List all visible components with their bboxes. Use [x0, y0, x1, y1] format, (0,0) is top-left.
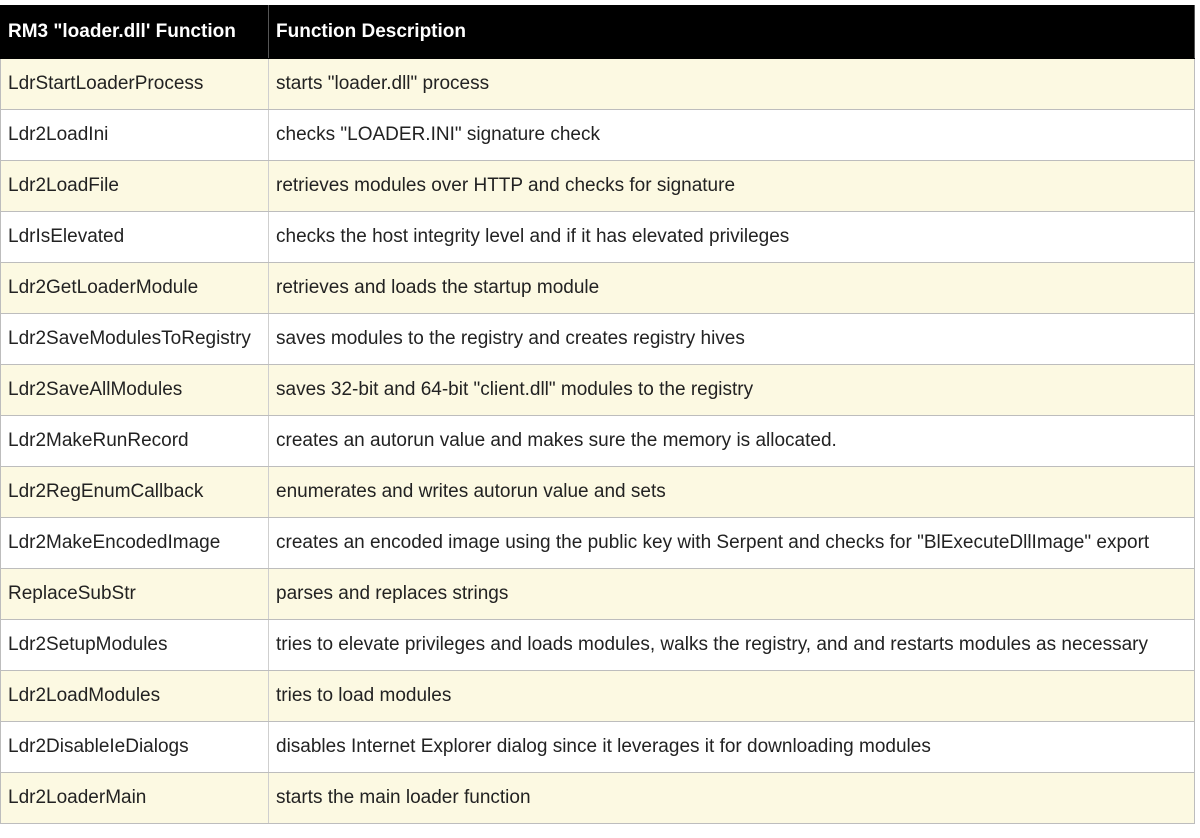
function-name-cell: Ldr2LoadIni — [1, 110, 269, 161]
table-row — [1, 212, 1195, 263]
function-name-cell: Ldr2SaveModulesToRegistry — [1, 314, 269, 365]
function-name-cell: Ldr2SaveAllModules — [1, 365, 269, 416]
function-name-cell: LdrStartLoaderProcess — [1, 59, 269, 110]
function-name-cell: Ldr2DisableIeDialogs — [1, 722, 269, 773]
function-description-cell: disables Internet Explorer dialog since it leverages it for downloading modules — [269, 722, 1195, 773]
table-row — [1, 161, 1195, 212]
function-description-cell: checks "LOADER.INI" signature check — [269, 110, 1195, 161]
function-description-cell: enumerates and writes autorun value and sets — [269, 467, 1195, 518]
function-name-cell: Ldr2MakeEncodedImage — [1, 518, 269, 569]
function-description-cell: saves modules to the registry and creates registry hives — [269, 314, 1195, 365]
function-description-cell: tries to elevate privileges and loads modules, walks the registry, and and restarts modules as necessary — [269, 620, 1195, 671]
function-name-cell: Ldr2LoadFile — [1, 161, 269, 212]
function-name-cell: Ldr2LoaderMain — [1, 773, 269, 824]
header-row — [1, 6, 1195, 59]
function-name-cell: Ldr2GetLoaderModule — [1, 263, 269, 314]
table-row — [1, 773, 1195, 824]
function-name-cell: Ldr2RegEnumCallback — [1, 467, 269, 518]
table-row — [1, 365, 1195, 416]
function-description-cell: creates an encoded image using the public key with Serpent and checks for "BlExecuteDllImage" export — [269, 518, 1195, 569]
function-description-cell: starts the main loader function — [269, 773, 1195, 824]
function-description-cell: checks the host integrity level and if it has elevated privileges — [269, 212, 1195, 263]
table-row — [1, 110, 1195, 161]
table-row — [1, 314, 1195, 365]
column-header-description: Function Description — [269, 6, 1195, 59]
table-row — [1, 416, 1195, 467]
function-name-cell: LdrIsElevated — [1, 212, 269, 263]
function-name-cell: Ldr2SetupModules — [1, 620, 269, 671]
table-row — [1, 671, 1195, 722]
function-name-cell: Ldr2MakeRunRecord — [1, 416, 269, 467]
function-description-cell: tries to load modules — [269, 671, 1195, 722]
table-row — [1, 722, 1195, 773]
table-body — [1, 59, 1195, 824]
function-description-cell: parses and replaces strings — [269, 569, 1195, 620]
table-row — [1, 620, 1195, 671]
table-row — [1, 569, 1195, 620]
function-description-cell: retrieves modules over HTTP and checks for signature — [269, 161, 1195, 212]
function-name-cell: ReplaceSubStr — [1, 569, 269, 620]
table-row — [1, 263, 1195, 314]
table-row — [1, 59, 1195, 110]
table-header — [1, 6, 1195, 59]
function-description-cell: retrieves and loads the startup module — [269, 263, 1195, 314]
function-table-container — [0, 5, 1194, 824]
table-row — [1, 518, 1195, 569]
table-row — [1, 467, 1195, 518]
function-description-cell: starts "loader.dll" process — [269, 59, 1195, 110]
function-description-cell: saves 32-bit and 64-bit "client.dll" modules to the registry — [269, 365, 1195, 416]
function-name-cell: Ldr2LoadModules — [1, 671, 269, 722]
function-description-cell: creates an autorun value and makes sure the memory is allocated. — [269, 416, 1195, 467]
function-table — [0, 5, 1195, 824]
column-header-function: RM3 "loader.dll' Function — [1, 6, 269, 59]
